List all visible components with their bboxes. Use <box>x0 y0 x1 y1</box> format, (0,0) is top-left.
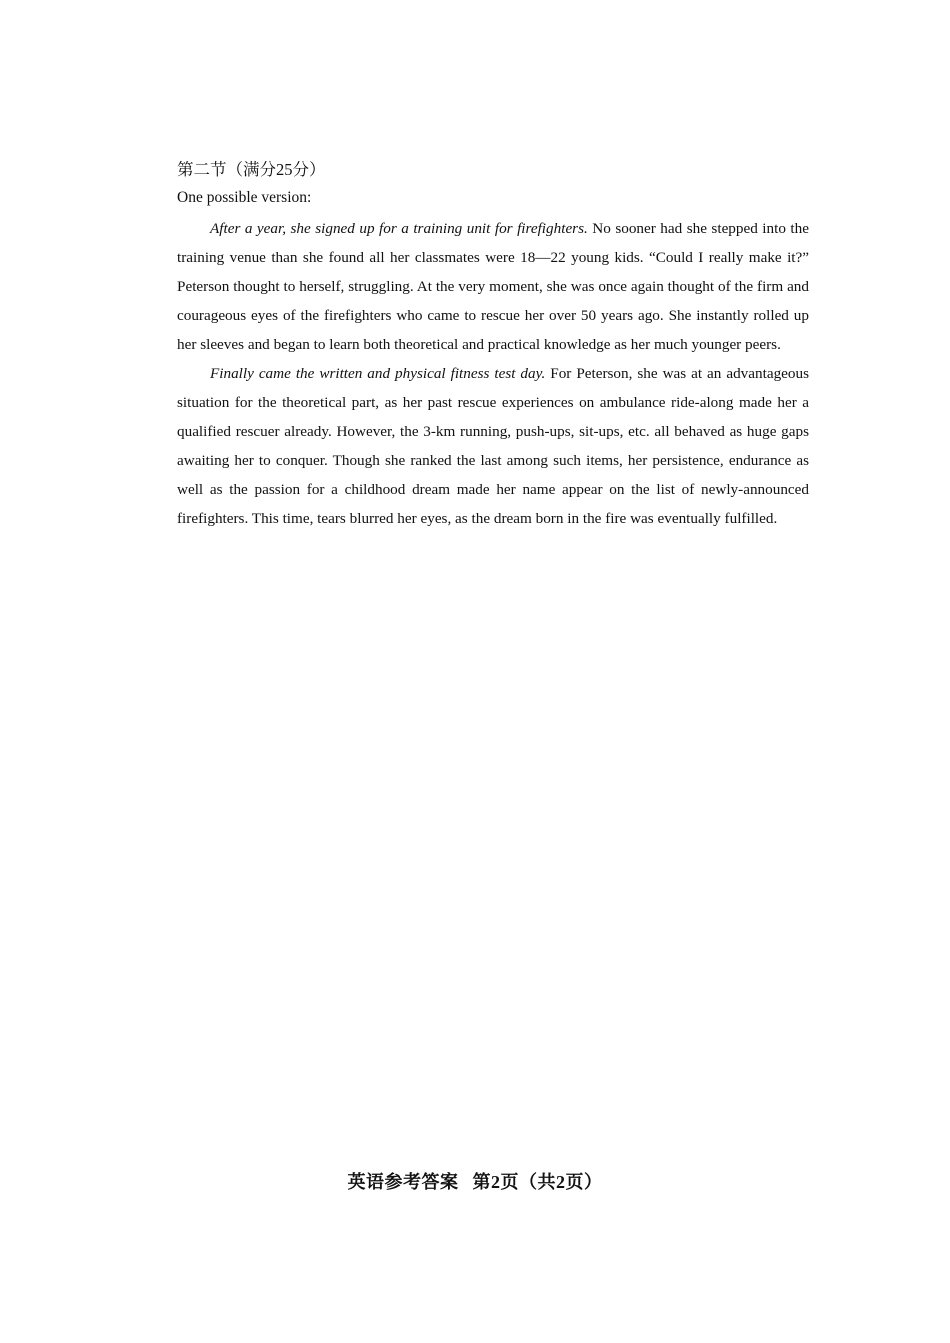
footer-subject: 英语参考答案 <box>347 1172 459 1192</box>
paragraph-2-body: For Peterson, she was at an advantageous situation for the theoretical part, as her past rescue experiences on ambulance ride-along made her a qualified rescuer already. However, the 3-km running, push-ups, sit-ups, etc. all behaved as huge gaps awaiting her to conquer. Though she ranked the last among such items, her persistence, endurance as well as the passion for a childhood dream made her name appear on the list of newly-announced firefighters. This time, tears blurred her eyes, as the dream born in the fire was eventually fulfilled. <box>177 365 809 527</box>
footer-page-info: 第2页（共2页） <box>472 1172 603 1192</box>
paragraph-1-lead-sentence: After a year, she signed up for a training unit for firefighters. <box>210 220 588 237</box>
paragraph-2 <box>177 359 809 533</box>
paragraph-2-lead-sentence: Finally came the written and physical fitness test day. <box>210 365 546 382</box>
section-heading: 第二节（满分25分） <box>177 160 326 179</box>
page-footer <box>0 1168 950 1196</box>
answer-content <box>177 156 809 533</box>
paragraph-1-body: No sooner had she stepped into the training venue than she found all her classmates were 18—22 young kids. “Could I really make it?” Peterson thought to herself, struggling. At the very moment, she was once again thought of the firm and courageous eyes of the firefighters who came to rescue her over 50 years ago. She instantly rolled up her sleeves and began to learn both theoretical and practical knowledge as her much younger peers. <box>177 220 809 353</box>
paragraph-1 <box>177 214 809 359</box>
version-label: One possible version: <box>177 189 312 206</box>
